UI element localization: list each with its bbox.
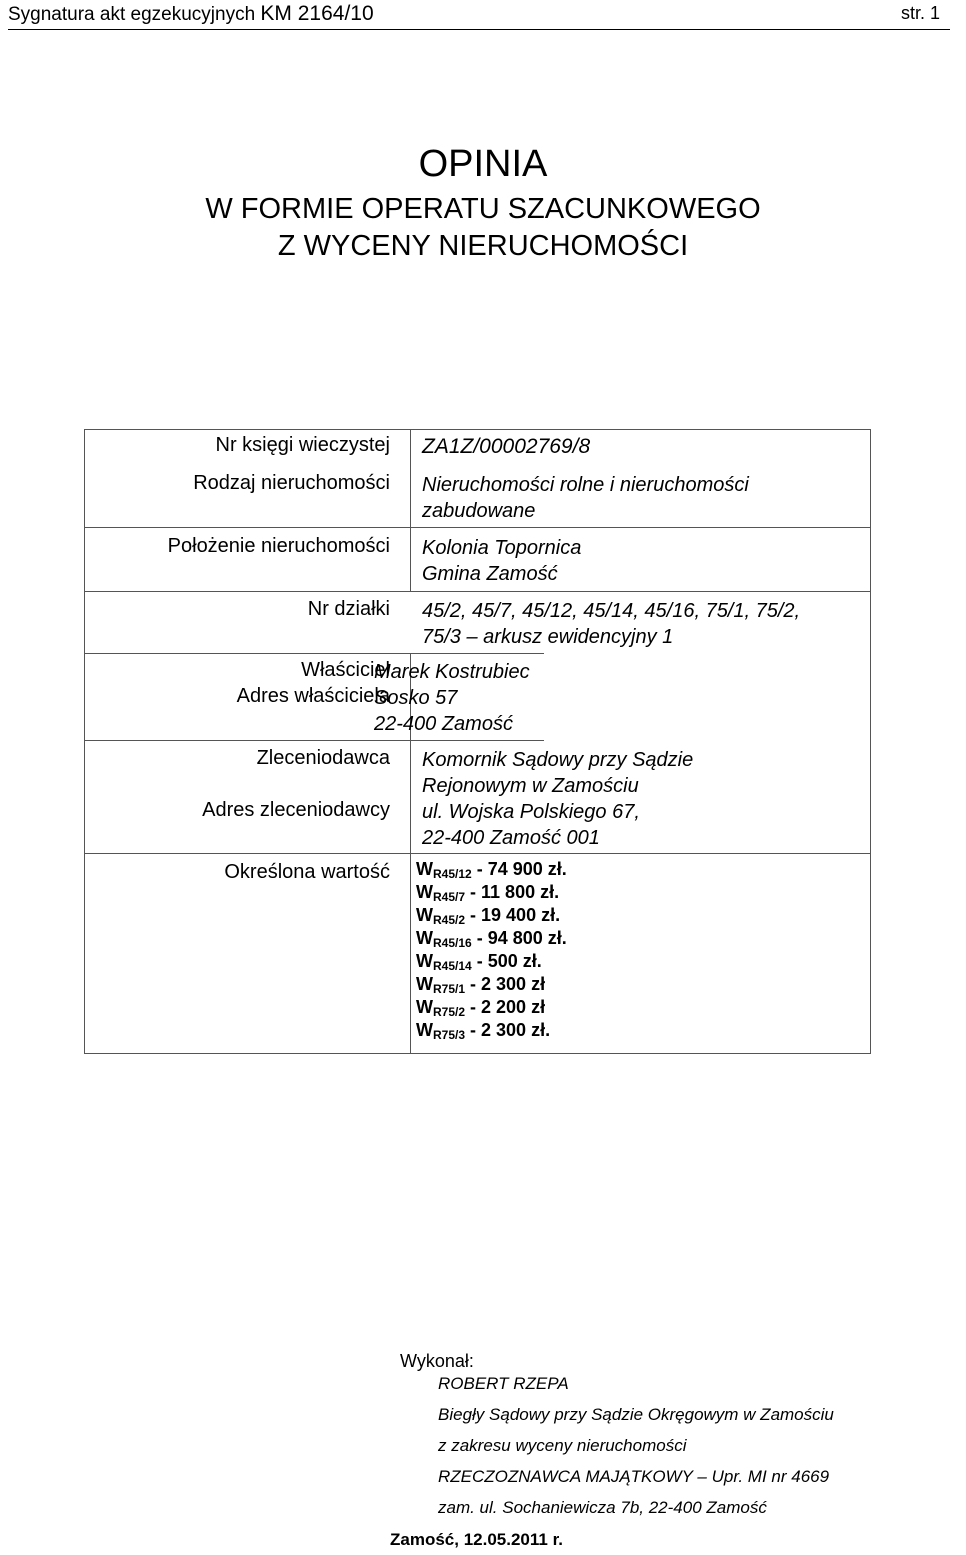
valuation-plot-subscript: R45/12: [433, 867, 472, 881]
page-number: str. 1: [900, 3, 940, 23]
valuation-amount: - 2 300 zł.: [465, 1020, 551, 1040]
owner-address-text-2: 22-400 Zamość: [374, 713, 513, 735]
table-row-line: [84, 740, 544, 741]
valuation-item: [416, 858, 567, 881]
client-value-4: 22-400 Zamość 001: [422, 827, 600, 849]
document-subtitle-2: Z WYCENY NIERUCHOMOŚCI: [277, 230, 689, 262]
property-type-label: Rodzaj nieruchomości: [193, 472, 390, 494]
client-value-2: Rejonowym w Zamościu: [422, 775, 639, 797]
expert-name: ROBERT RZEPA: [438, 1374, 569, 1393]
client-value-1: Komornik Sądowy przy Sądzie: [422, 749, 694, 771]
valuation-item: [416, 904, 567, 927]
client-value-3: ul. Wojska Polskiego 67,: [422, 801, 640, 823]
expert-address: zam. ul. Sochaniewicza 7b, 22-400 Zamość: [438, 1498, 767, 1517]
valuation-symbol: W: [416, 1020, 433, 1040]
document-subtitle-1: W FORMIE OPERATU SZACUNKOWEGO: [205, 193, 761, 225]
valuation-item: [416, 881, 567, 904]
valuation-amount: - 11 800 zł.: [465, 882, 560, 902]
owner-name-value: [374, 659, 648, 685]
document-title: OPINIA: [418, 143, 548, 185]
valuation-symbol: W: [416, 905, 433, 925]
valuation-plot-subscript: R75/1: [433, 982, 466, 996]
table-divider: [410, 429, 411, 592]
valuation-amount: - 2 300 zł: [465, 974, 546, 994]
property-location-label: Położenie nieruchomości: [167, 535, 390, 557]
valuation-amount: - 74 900 zł.: [471, 859, 567, 879]
client-label: Zleceniodawca: [256, 747, 390, 769]
page-header: [8, 0, 950, 30]
client-address-label: Adres zleceniodawcy: [202, 799, 390, 821]
valuation-amount: - 19 400 zł.: [465, 905, 561, 925]
signature-label: Sygnatura akt egzekucyjnych: [8, 4, 256, 25]
valuation-plot-subscript: R45/16: [433, 936, 472, 950]
valuation-amount: - 94 800 zł.: [471, 928, 567, 948]
valuation-plot-subscript: R45/7: [433, 890, 466, 904]
valuation-list: [416, 858, 567, 1042]
valuation-item: [416, 996, 567, 1019]
valuation-item: [416, 1019, 567, 1042]
plot-number-label: Nr działki: [307, 598, 390, 620]
land-register-label: Nr księgi wieczystej: [215, 434, 390, 456]
valuation-symbol: W: [416, 997, 433, 1017]
valuation-symbol: W: [416, 928, 433, 948]
valuation-symbol: W: [416, 882, 433, 902]
owner-address-text-1: Sosko 57: [374, 687, 458, 709]
determined-value-label: Określona wartość: [224, 861, 390, 883]
property-location-value-1: Kolonia Topornica: [422, 537, 582, 559]
property-location-value-2: Gmina Zamość: [422, 563, 558, 585]
plot-number-value-1: 45/2, 45/7, 45/12, 45/14, 45/16, 75/1, 75/2,: [422, 600, 801, 622]
owner-address-value-1: [374, 685, 648, 711]
valuation-item: [416, 950, 567, 973]
owner-address-label: Adres właściciela: [236, 685, 390, 707]
valuation-plot-subscript: R45/2: [433, 913, 466, 927]
owner-address-value-2: [374, 711, 648, 737]
land-register-value: ZA1Z/00002769/8: [422, 435, 591, 458]
signature-value: KM 2164/10: [260, 2, 374, 25]
case-signature: [8, 2, 374, 26]
expert-title-3: RZECZOZNAWCA MAJĄTKOWY – Upr. MI nr 4669: [438, 1467, 830, 1486]
table-row-line: [84, 853, 871, 854]
valuation-plot-subscript: R45/14: [433, 959, 472, 973]
made-by-label: Wykonał:: [400, 1351, 474, 1371]
expert-title-1: Biegły Sądowy przy Sądzie Okręgowym w Zamościu: [438, 1405, 834, 1424]
table-row-line: [84, 653, 544, 654]
valuation-amount: - 2 200 zł: [465, 997, 546, 1017]
document-date: Zamość, 12.05.2011 r.: [390, 1530, 563, 1549]
owner-name-text: Marek Kostrubiec: [374, 661, 530, 683]
valuation-symbol: W: [416, 859, 433, 879]
valuation-item: [416, 927, 567, 950]
valuation-symbol: W: [416, 974, 433, 994]
valuation-plot-subscript: R75/3: [433, 1028, 466, 1042]
owner-label: Właściciel: [301, 659, 390, 681]
plot-number-value-2: 75/3 – arkusz ewidencyjny 1: [422, 626, 674, 648]
valuation-item: [416, 973, 567, 996]
expert-title-2: z zakresu wyceny nieruchomości: [438, 1436, 687, 1455]
table-row-line: [84, 527, 871, 528]
valuation-amount: - 500 zł.: [471, 951, 542, 971]
valuation-plot-subscript: R75/2: [433, 1005, 466, 1019]
valuation-symbol: W: [416, 951, 433, 971]
property-type-value-1: Nieruchomości rolne i nieruchomości: [422, 474, 749, 496]
table-row-line: [84, 591, 871, 592]
property-type-value-2: zabudowane: [422, 500, 536, 522]
